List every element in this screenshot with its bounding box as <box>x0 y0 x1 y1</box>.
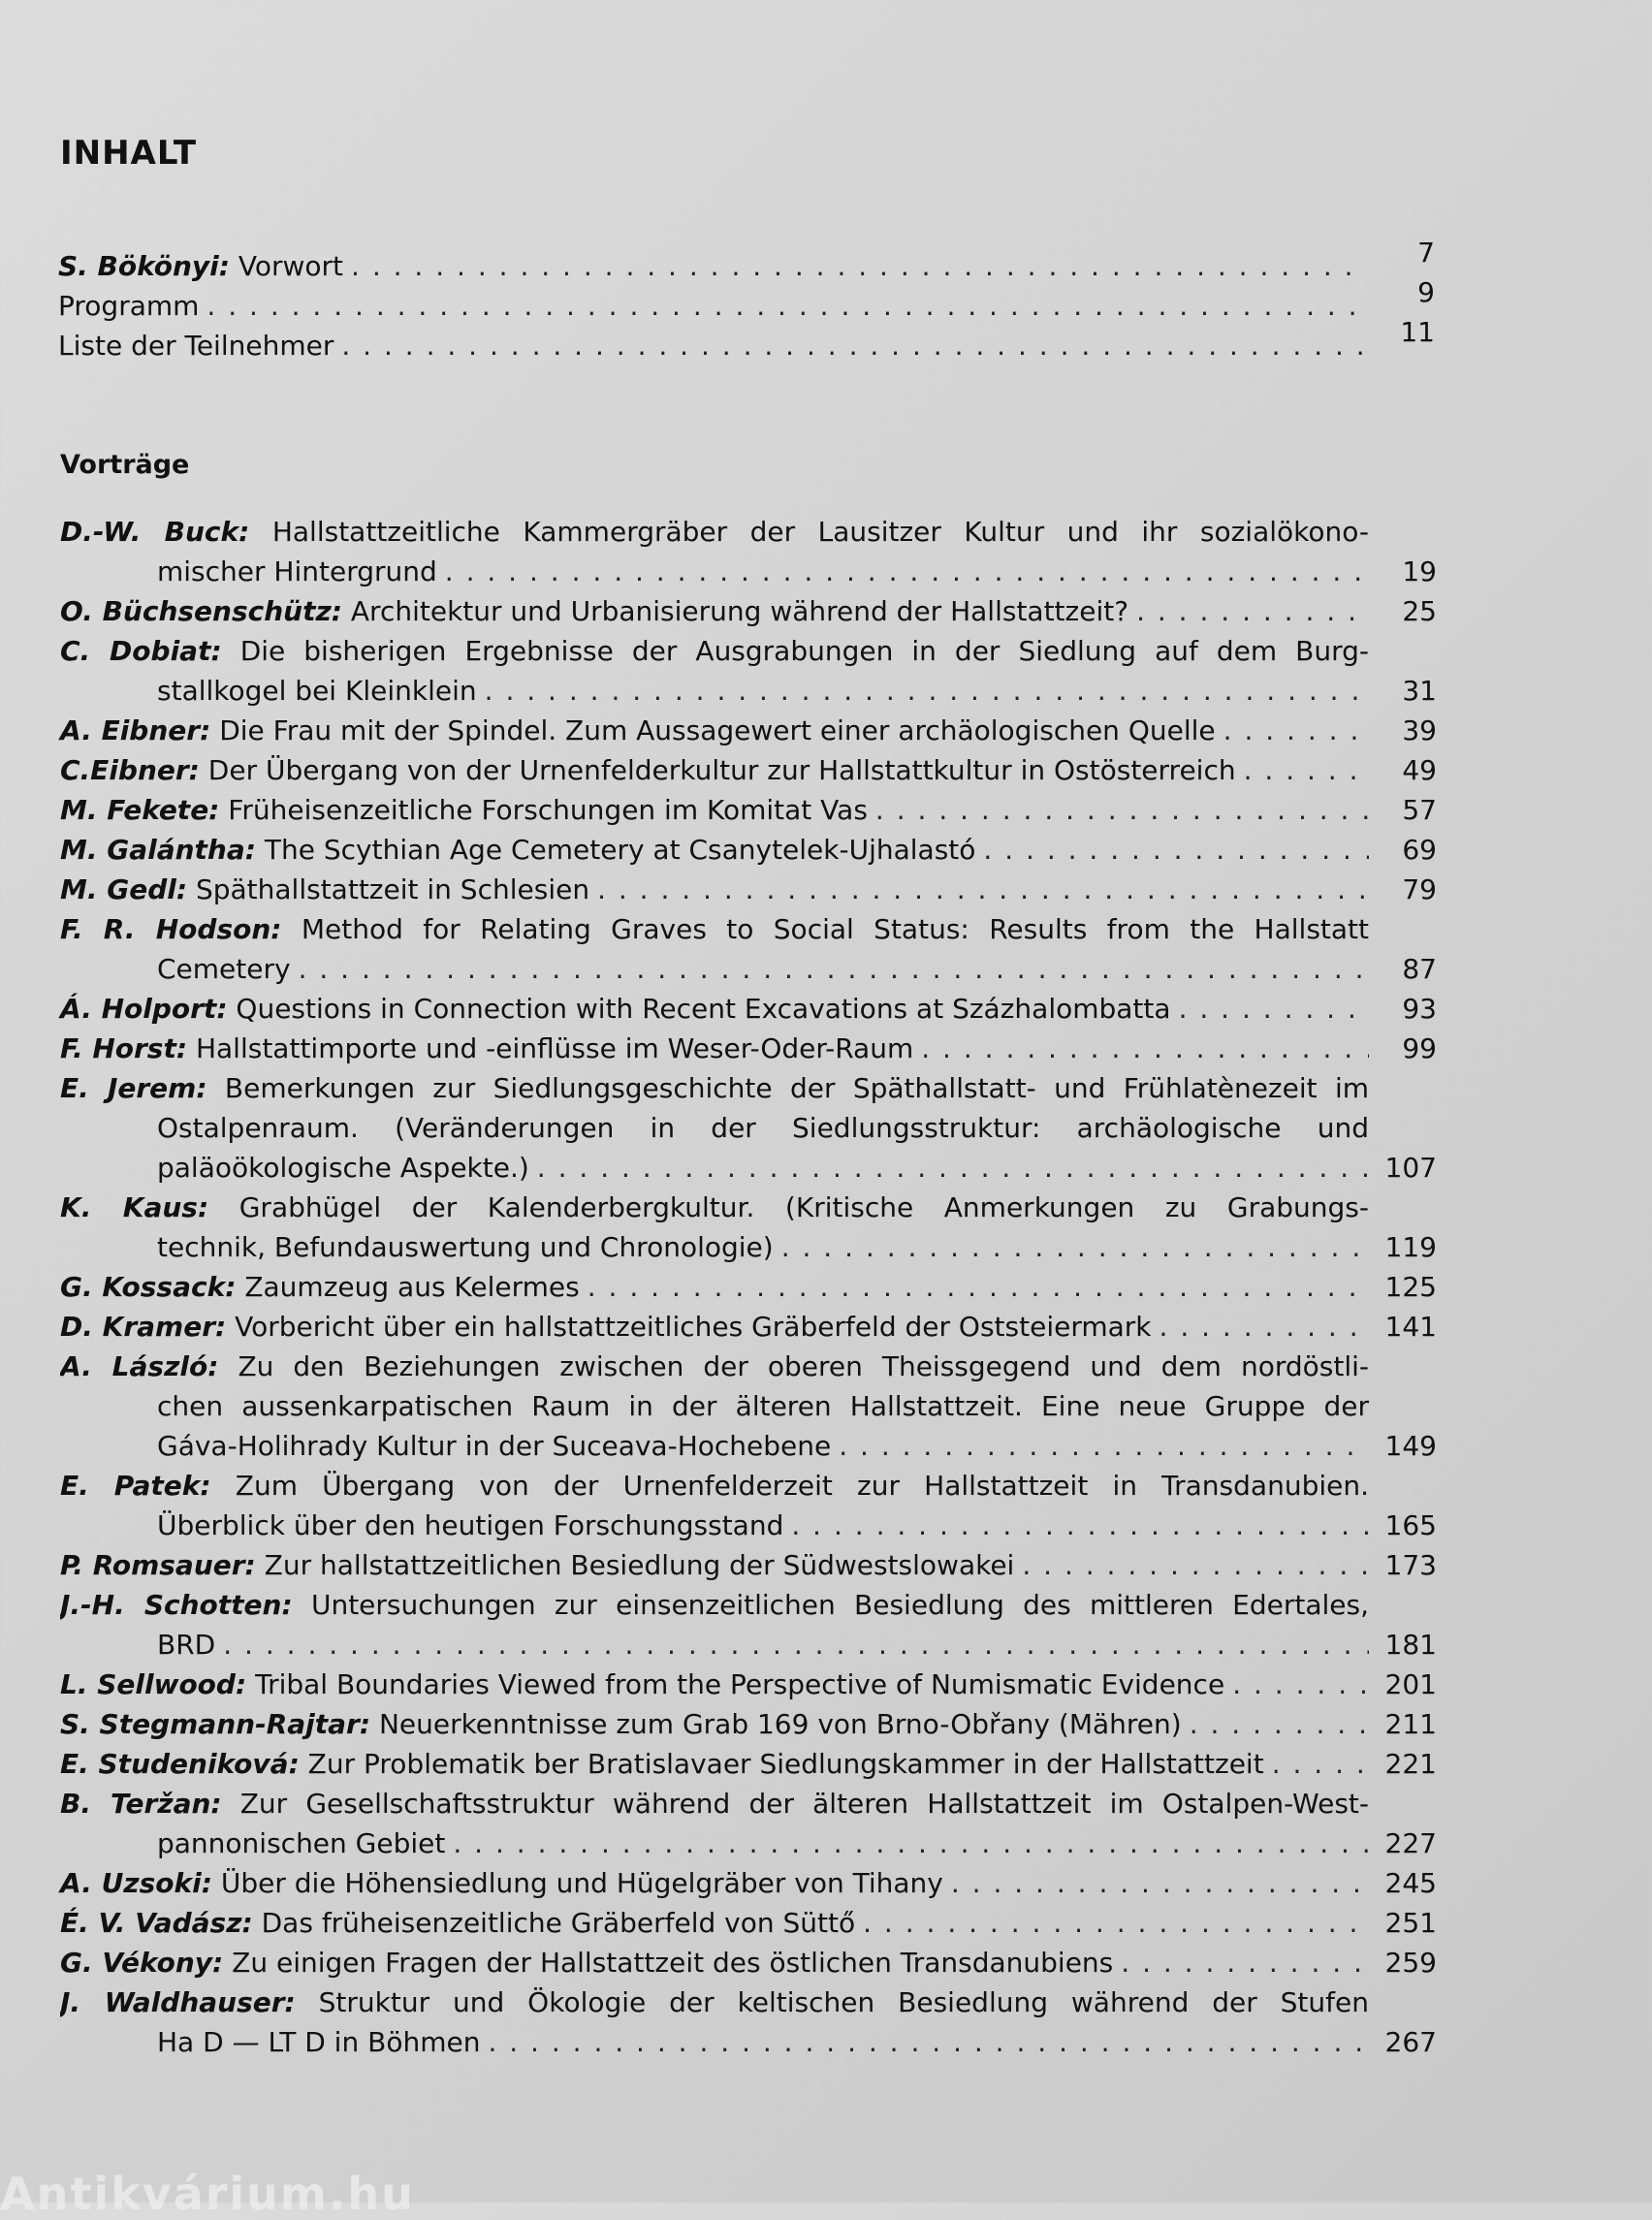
page-number: 25 <box>1402 595 1437 627</box>
page-number: 267 <box>1384 2026 1437 2058</box>
toc-entry-line <box>60 909 1437 949</box>
toc-entry <box>60 711 1437 750</box>
page-title: INHALT <box>60 134 198 173</box>
entry-text <box>60 913 1369 945</box>
entry-title-text: Programm <box>58 290 200 322</box>
entry-title-text: Über die Höhensiedlung und Hügelgräber von Tihany <box>220 1867 943 1899</box>
entry-author: J.-H. Schotten: <box>60 1589 293 1621</box>
dot-leader <box>537 1148 1369 1188</box>
dot-leader <box>1160 1307 1369 1347</box>
entry-title-text: Zu den Beziehungen zwischen der oberen Theissgegend und dem nordöstli- <box>238 1350 1369 1382</box>
page-number: 79 <box>1402 873 1437 905</box>
dot-leader <box>299 949 1369 989</box>
entry-text <box>60 1589 1369 1621</box>
toc-entry <box>60 631 1437 711</box>
toc-entry-line <box>60 830 1437 870</box>
toc-entry-line <box>60 1824 1437 1863</box>
entry-text <box>58 286 199 326</box>
entry-text <box>60 711 1216 750</box>
page-number: 125 <box>1384 1271 1437 1303</box>
toc-entry-line <box>60 750 1437 790</box>
page-number: 119 <box>1384 1231 1437 1263</box>
toc-entry <box>60 1982 1437 2062</box>
toc-entry-line <box>60 591 1437 631</box>
entry-title-text: Grabhügel der Kalenderbergkultur. (Kritische Anmerkungen zu Grabungs- <box>238 1191 1369 1223</box>
dot-leader <box>223 1625 1369 1665</box>
entry-title-text: pannonischen Gebiet <box>157 1827 446 1859</box>
toc-entry <box>58 316 1435 365</box>
entry-text <box>157 1824 445 1863</box>
entry-author: M. Galántha: <box>60 834 256 866</box>
page-number: 49 <box>1402 754 1437 786</box>
entry-text <box>60 1545 1014 1585</box>
toc-entry <box>60 1267 1437 1307</box>
toc-entry-line <box>60 512 1437 552</box>
entry-text <box>58 326 334 365</box>
dot-leader <box>1244 750 1369 790</box>
toc-entry <box>58 237 1435 286</box>
entry-text <box>60 1744 1264 1784</box>
toc-entry <box>60 1665 1437 1704</box>
page-number: 87 <box>1402 953 1437 985</box>
entry-text <box>60 1986 1369 2018</box>
toc-entry-line <box>60 631 1437 671</box>
toc-entry <box>60 1704 1437 1744</box>
entry-text <box>60 635 1369 667</box>
dot-leader <box>597 870 1369 909</box>
entry-text <box>60 1943 1113 1982</box>
entry-title-text: Zur hallstattzeitlichen Besiedlung der Südwestslowakei <box>264 1549 1015 1581</box>
toc-entry <box>60 750 1437 790</box>
entry-text <box>157 1426 831 1466</box>
entry-title-text: Späthallstattzeit in Schlesien <box>195 873 590 905</box>
toc-entry-line <box>58 237 1435 286</box>
entry-title-text: Ostalpenraum. (Veränderungen in der Siedlungsstruktur: archäologische und <box>157 1112 1369 1144</box>
page-number: 227 <box>1384 1827 1437 1859</box>
page-number: 251 <box>1384 1907 1437 1939</box>
entry-author: F. Horst: <box>60 1032 188 1064</box>
toc-entry <box>60 1863 1437 1903</box>
entry-text <box>60 870 589 909</box>
entry-author: D. Kramer: <box>60 1311 227 1343</box>
entry-title-text: Hallstattzeitliche Kammergräber der Lausitzer Kultur und ihr sozialökono- <box>271 516 1369 548</box>
toc-entry-line <box>60 1386 1437 1426</box>
entry-title-text: Untersuchungen zur einsenzeitlichen Besiedlung des mittleren Edertales, <box>310 1589 1369 1621</box>
entry-author: J. Waldhauser: <box>60 1986 296 2018</box>
entry-text <box>157 1625 215 1665</box>
toc-entry-line <box>60 1426 1437 1466</box>
entry-title-text: Neuerkenntnisse zum Grab 169 von Brno-Obřany (Mähren) <box>378 1708 1182 1740</box>
toc-entry-line <box>60 1784 1437 1824</box>
toc-entry <box>60 512 1437 591</box>
entry-title-text: Früheisenzeitliche Forschungen im Komitat Vas <box>228 794 868 826</box>
entry-title-text: Struktur und Ökologie der keltischen Besiedlung während der Stufen <box>318 1986 1369 2018</box>
entry-title-text: BRD <box>157 1629 216 1661</box>
entry-text <box>60 1267 580 1307</box>
toc-entry-line <box>60 1227 1437 1267</box>
entry-author: E. Patek: <box>60 1470 211 1502</box>
entry-text <box>60 1903 855 1943</box>
toc-entry-line <box>60 1863 1437 1903</box>
dot-leader <box>351 246 1367 286</box>
entry-text <box>60 1191 1369 1223</box>
dot-leader <box>1022 1545 1369 1585</box>
entry-author: G. Vékony: <box>60 1947 224 1979</box>
dot-leader <box>951 1863 1369 1903</box>
dot-leader <box>1223 711 1369 750</box>
entry-author: G. Kossack: <box>60 1271 237 1303</box>
toc-list <box>60 512 1437 2062</box>
entry-author: C.Eibner: <box>60 754 200 786</box>
entry-text <box>157 1148 529 1188</box>
entry-title-text: Der Übergang von der Urnenfelderkultur zur Hallstattkultur in Ostösterreich <box>207 754 1236 786</box>
entry-title-text: Questions in Connection with Recent Excavations at Százhalombatta <box>236 993 1171 1025</box>
entry-text <box>60 591 1128 631</box>
toc-entry <box>60 1188 1437 1267</box>
entry-text <box>60 1863 943 1903</box>
entry-title-text: Die bisherigen Ergebnisse der Ausgrabungen in der Siedlung auf dem Burg- <box>239 635 1369 667</box>
entry-text <box>60 1788 1369 1820</box>
entry-author: A. László: <box>60 1350 219 1382</box>
toc-entry <box>60 989 1437 1029</box>
page-number: 149 <box>1384 1430 1437 1462</box>
toc-entry <box>60 1307 1437 1347</box>
entry-text <box>157 1506 783 1545</box>
entry-author: O. Büchsenschütz: <box>60 595 342 627</box>
entry-title-text: Überblick über den heutigen Forschungsstand <box>157 1509 784 1541</box>
entry-author: A. Eibner: <box>60 714 211 746</box>
entry-title-text: Method for Relating Graves to Social Status: Results from the Hallstatt <box>301 913 1370 945</box>
entry-title-text: Tribal Boundaries Viewed from the Perspective of Numismatic Evidence <box>255 1668 1225 1700</box>
entry-title-text: Zaumzeug aus Kelermes <box>244 1271 580 1303</box>
page-number: 165 <box>1384 1509 1437 1541</box>
entry-author: B. Teržan: <box>60 1788 222 1820</box>
entry-text <box>157 1390 1369 1422</box>
toc-entry <box>60 1784 1437 1863</box>
dot-leader <box>1190 1704 1369 1744</box>
dot-leader <box>485 671 1369 711</box>
entry-author: L. Sellwood: <box>60 1668 247 1700</box>
page-number: 31 <box>1402 675 1437 707</box>
entry-text <box>60 1665 1224 1704</box>
front-matter-list <box>58 237 1435 365</box>
entry-title-text: Hallstattimporte und -einflüsse im Weser-Oder-Raum <box>195 1032 914 1064</box>
toc-entry <box>60 1585 1437 1665</box>
entry-text <box>60 1029 913 1068</box>
toc-entry <box>60 909 1437 989</box>
page-number: 211 <box>1384 1708 1437 1740</box>
toc-entry-line <box>60 1704 1437 1744</box>
dot-leader <box>453 1824 1369 1863</box>
entry-author: E. Jerem: <box>60 1072 207 1104</box>
watermark: Antikvárium.hu <box>0 2168 415 2220</box>
entry-author: M. Gedl: <box>60 873 188 905</box>
page-number: 245 <box>1384 1867 1437 1899</box>
entry-title-text: Ha D — LT D in Böhmen <box>157 2026 481 2058</box>
entry-author: S. Stegmann-Rajtar: <box>60 1708 371 1740</box>
toc-entry <box>60 1744 1437 1784</box>
toc-entry <box>58 276 1435 326</box>
entry-text <box>60 1704 1182 1744</box>
toc-entry-line <box>60 1982 1437 2022</box>
toc-entry <box>60 790 1437 830</box>
entry-text <box>60 830 975 870</box>
page-number: 201 <box>1384 1668 1437 1700</box>
page-number: 259 <box>1384 1947 1437 1979</box>
entry-title-text: chen aussenkarpatischen Raum in der älteren Hallstattzeit. Eine neue Gruppe der <box>157 1390 1369 1422</box>
page-number: 173 <box>1384 1549 1437 1581</box>
entry-title-text: Zu einigen Fragen der Hallstattzeit des östlichen Transdanubiens <box>232 1947 1114 1979</box>
entry-author: Á. Holport: <box>60 993 228 1025</box>
toc-entry-line <box>60 790 1437 830</box>
entry-title-text: stallkogel bei Kleinklein <box>157 675 477 707</box>
dot-leader <box>1121 1943 1369 1982</box>
page-number: 11 <box>1400 316 1435 348</box>
dot-leader <box>341 326 1367 365</box>
entry-text <box>60 516 1369 548</box>
entry-title-text: Zur Gesellschaftsstruktur während der älteren Hallstattzeit im Ostalpen-West- <box>239 1788 1369 1820</box>
toc-entry-line <box>60 1466 1437 1506</box>
entry-text <box>60 790 868 830</box>
page-number: 181 <box>1384 1629 1437 1661</box>
page-number: 221 <box>1384 1748 1437 1780</box>
dot-leader <box>1136 591 1369 631</box>
entry-text <box>157 949 291 989</box>
entry-text <box>60 1307 1152 1347</box>
entry-title-text: Vorwort <box>238 250 344 282</box>
dot-leader <box>791 1506 1369 1545</box>
dot-leader <box>445 552 1369 591</box>
toc-entry-line <box>60 1665 1437 1704</box>
entry-title-text: Cemetery <box>157 953 291 985</box>
entry-title-text: Zur Problematik ber Bratislavaer Siedlungskammer in der Hallstattzeit <box>307 1748 1264 1780</box>
toc-entry <box>60 1545 1437 1585</box>
toc-entry <box>60 1068 1437 1188</box>
dot-leader <box>781 1227 1369 1267</box>
toc-entry-line <box>60 1188 1437 1227</box>
entry-title-text: Die Frau mit der Spindel. Zum Aussagewert einer archäologischen Quelle <box>219 714 1216 746</box>
entry-author: D.-W. Buck: <box>60 516 250 548</box>
entry-text <box>157 1112 1369 1144</box>
entry-title-text: mischer Hintergrund <box>157 555 437 587</box>
page-number: 107 <box>1384 1152 1437 1184</box>
toc-entry-line <box>58 316 1435 365</box>
toc-entry <box>60 1943 1437 1982</box>
toc-entry-line <box>60 1545 1437 1585</box>
dot-leader <box>488 2022 1369 2062</box>
entry-text <box>60 1470 1369 1502</box>
entry-title-text: Zum Übergang von der Urnenfelderzeit zur Hallstattzeit in Transdanubien. <box>235 1470 1369 1502</box>
entry-author: M. Fekete: <box>60 794 220 826</box>
dot-leader <box>921 1029 1369 1068</box>
toc-entry-line <box>60 989 1437 1029</box>
entry-text <box>157 671 477 711</box>
page-number: 19 <box>1402 555 1437 587</box>
dot-leader <box>1272 1744 1369 1784</box>
toc-entry-line <box>58 276 1435 326</box>
toc-entry-line <box>60 870 1437 909</box>
entry-title-text: technik, Befundauswertung und Chronologie) <box>157 1231 774 1263</box>
entry-text <box>157 552 437 591</box>
entry-text <box>157 1227 774 1267</box>
entry-text <box>58 246 343 286</box>
page-number: 7 <box>1417 237 1435 269</box>
entry-title-text: Architektur und Urbanisierung während der Hallstattzeit? <box>350 595 1129 627</box>
dot-leader <box>839 1426 1369 1466</box>
section-heading: Vorträge <box>60 450 190 480</box>
toc-entry-line <box>60 1108 1437 1148</box>
entry-title-text: Vorbericht über ein hallstattzeitliches Gräberfeld der Oststeiermark <box>235 1311 1152 1343</box>
dot-leader <box>875 790 1369 830</box>
dot-leader <box>983 830 1369 870</box>
toc-entry-line <box>60 949 1437 989</box>
dot-leader <box>1232 1665 1369 1704</box>
toc-entry <box>60 830 1437 870</box>
entry-author: S. Bökönyi: <box>58 250 230 282</box>
toc-entry-line <box>60 1744 1437 1784</box>
entry-author: F. R. Hodson: <box>60 913 282 945</box>
dot-leader <box>206 286 1367 326</box>
entry-title-text: Das früheisenzeitliche Gräberfeld von Süttő <box>261 1907 856 1939</box>
page-number: 99 <box>1402 1032 1437 1064</box>
toc-entry-line <box>60 1307 1437 1347</box>
toc-entry-line <box>60 1267 1437 1307</box>
entry-text <box>60 989 1171 1029</box>
entry-title-text: Liste der Teilnehmer <box>58 330 334 362</box>
toc-entry-line <box>60 1903 1437 1943</box>
toc-entry-line <box>60 1943 1437 1982</box>
toc-entry-line <box>60 671 1437 711</box>
entry-text <box>60 1072 1369 1104</box>
toc-entry-line <box>60 1148 1437 1188</box>
entry-author: É. V. Vadász: <box>60 1907 253 1939</box>
entry-title-text: paläoökologische Aspekte.) <box>157 1152 529 1184</box>
toc-entry-line <box>60 1506 1437 1545</box>
page-number: 93 <box>1402 993 1437 1025</box>
entry-author: E. Studeniková: <box>60 1748 300 1780</box>
entry-title-text: Bemerkungen zur Siedlungsgeschichte der Späthallstatt- und Frühlatènezeit im <box>224 1072 1370 1104</box>
dot-leader <box>863 1903 1369 1943</box>
entry-text <box>60 1350 1369 1382</box>
toc-entry-line <box>60 1347 1437 1386</box>
toc-entry-line <box>60 1585 1437 1625</box>
page-number: 69 <box>1402 834 1437 866</box>
dot-leader <box>1179 989 1369 1029</box>
toc-entry-line <box>60 711 1437 750</box>
toc-entry <box>60 1347 1437 1466</box>
entry-author: P. Romsauer: <box>60 1549 256 1581</box>
toc-entry <box>60 591 1437 631</box>
page-number: 141 <box>1384 1311 1437 1343</box>
toc-entry-line <box>60 1068 1437 1108</box>
entry-text <box>157 2022 480 2062</box>
toc-entry <box>60 1029 1437 1068</box>
entry-author: C. Dobiat: <box>60 635 222 667</box>
page-number: 9 <box>1417 276 1435 308</box>
toc-entry <box>60 1903 1437 1943</box>
entry-author: A. Uzsoki: <box>60 1867 212 1899</box>
entry-title-text: The Scythian Age Cemetery at Csanytelek-Ujhalastó <box>264 834 976 866</box>
toc-entry-line <box>60 1029 1437 1068</box>
toc-entry-line <box>60 552 1437 591</box>
dot-leader <box>588 1267 1369 1307</box>
entry-text <box>60 750 1236 790</box>
page-number: 57 <box>1402 794 1437 826</box>
entry-author: K. Kaus: <box>60 1191 209 1223</box>
toc-entry-line <box>60 2022 1437 2062</box>
page-number: 39 <box>1402 714 1437 746</box>
toc-entry <box>60 1466 1437 1545</box>
toc-entry <box>60 870 1437 909</box>
toc-entry-line <box>60 1625 1437 1665</box>
entry-title-text: Gáva-Holihrady Kultur in der Suceava-Hochebene <box>157 1430 832 1462</box>
